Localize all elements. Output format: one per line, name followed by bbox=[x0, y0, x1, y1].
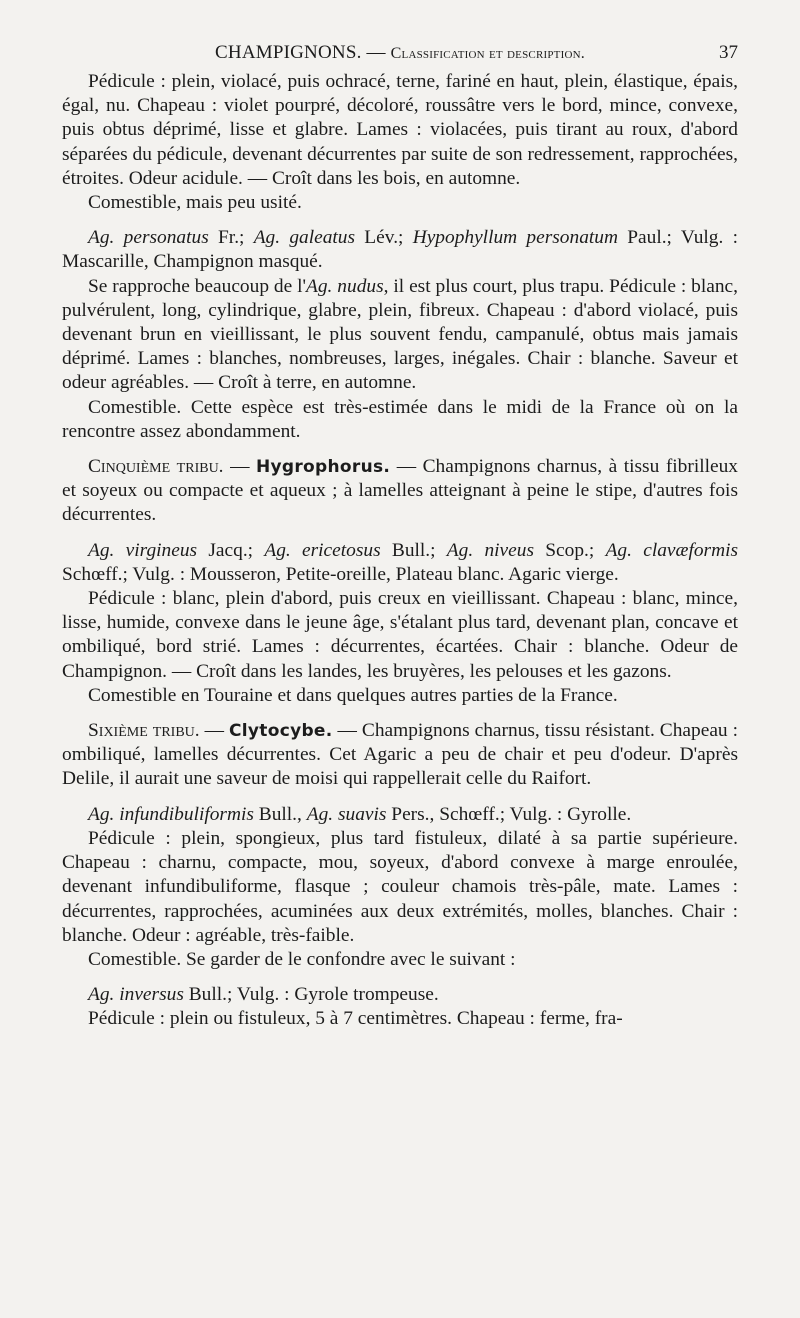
text-run: Bull.; Vulg. : Gyrole trompeuse. bbox=[183, 984, 439, 1006]
paragraph bbox=[62, 803, 738, 827]
species-name: Ag. virgineus bbox=[88, 539, 198, 561]
paragraph bbox=[62, 191, 738, 215]
text-run: — Champignons charnus, tissu résistant. Chapeau : ombiliqué, lamelles décurrentes. Cet Agaric a peu de chair et peu d'odeur. D'après Delile, il aurait une saveur de moisi qui rappellerait celle du Raifort. bbox=[62, 720, 739, 790]
text-run: Jacq.; bbox=[197, 539, 265, 561]
text-run: Pers., Schœff.; Vulg. : Gyrolle. bbox=[386, 803, 632, 825]
text-run: , il est plus court, plus trapu. Pédicule : blanc, pulvérulent, long, cylindrique, glabre, plein, fibreux. Chapeau : d'abord violacé, puis devenant brun en vieillissant, le plus souvent fendu, campanulé, obtus mais jamais déprimé. Lames : blanches, nombreuses, larges, inégales. Chair : blanche. Saveur et odeur agréables. — Croît à terre, en automne. bbox=[62, 275, 738, 394]
text-run: Pédicule : plein, spongieux, plus tard fistuleux, dilaté à sa partie supérieure. Chapeau : charnu, compacte, mou, soyeux, d'abord convexe à marge enroulée, devenant infundibuliforme, flasque ; couleur chamois très-pâle, mate. Lames : décurrentes, rapprochées, acuminées aux deux extrémités, molles, blanches. Chair : blanche. Odeur : agréable, très-faible. bbox=[62, 827, 738, 946]
text-run: Scop.; bbox=[534, 539, 606, 561]
text-run: Fr.; bbox=[208, 227, 254, 249]
paragraph bbox=[62, 275, 738, 396]
header-title-main: CHAMPIGNONS. bbox=[215, 42, 362, 63]
paragraph bbox=[62, 983, 738, 1007]
text-run: Paul.; Vulg. : Mascarille, Champignon masqué. bbox=[62, 227, 738, 273]
tribe-label: Cinquième tribu. bbox=[88, 456, 224, 478]
species-name: Ag. suavis bbox=[306, 803, 387, 825]
text-run: Comestible, mais peu usité. bbox=[88, 192, 302, 214]
text-run: Pédicule : blanc, plein d'abord, puis creux en vieillissant. Chapeau : blanc, mince, lisse, humide, convexe dans le jeune âge, s'étalant plus tard, devenant plan, concave et ombiliqué, bord strié. Lames : décurrentes, écartées. Chair : blanche. Odeur de Champignon. — Croît dans les landes, les bruyères, les pelouses et les gazons. bbox=[62, 588, 738, 682]
species-name: Ag. clavæformis bbox=[605, 539, 739, 561]
header-title-separator: — bbox=[361, 42, 391, 63]
text-run: Pédicule : plein ou fistuleux, 5 à 7 centimètres. Chapeau : ferme, fra- bbox=[88, 1008, 623, 1030]
paragraph bbox=[62, 827, 738, 948]
text-run: — Champignons charnus, à tissu fibrilleux et soyeux ou compacte et aqueux ; à lamelles atteignant à peine le stipe, d'autres fois décurrentes. bbox=[62, 456, 738, 526]
genus-name: Hygrophorus. bbox=[256, 457, 391, 478]
species-name: Ag. niveus bbox=[446, 539, 534, 561]
running-header bbox=[62, 36, 738, 70]
paragraph bbox=[62, 70, 738, 191]
species-name: Ag. nudus bbox=[306, 275, 384, 297]
genus-name: Clytocybe. bbox=[229, 721, 333, 742]
header-title-sub: Classification et description. bbox=[390, 45, 585, 62]
text-run: Pédicule : plein, violacé, puis ochracé, terne, fariné en haut, plein, élastique, épais, égal, nu. Chapeau : violet pourpré, décoloré, roussâtre vers le bord, mince, convexe, puis obtus déprimé, lisse et glabre. Lames : violacées, puis tirant au roux, d'abord séparées du pédicule, devenant décurrentes par suite de son redressement, rapprochées, étroites. Odeur acidule. — Croît dans les bois, en automne. bbox=[62, 71, 738, 189]
page-number: 37 bbox=[719, 42, 738, 63]
paragraph bbox=[62, 719, 738, 792]
running-title bbox=[62, 36, 738, 71]
text-run: Comestible en Touraine et dans quelques autres parties de la France. bbox=[88, 684, 618, 706]
text-run: Bull., bbox=[253, 803, 307, 825]
paragraph bbox=[62, 587, 738, 684]
paragraph bbox=[62, 455, 738, 528]
species-name: Ag. galeatus bbox=[253, 227, 356, 249]
species-name: Ag. infundibuliformis bbox=[88, 803, 254, 825]
paragraph bbox=[62, 396, 738, 444]
paragraph bbox=[62, 539, 738, 587]
text-run: Schœff.; Vulg. : Mousseron, Petite-oreille, Plateau blanc. Agaric vierge. bbox=[62, 563, 619, 585]
text-run: — bbox=[223, 456, 256, 478]
paragraph bbox=[62, 684, 738, 708]
text-run: Comestible. Cette espèce est très-estimée dans le midi de la France où on la rencontre assez abondamment. bbox=[62, 396, 738, 442]
species-name: Hypophyllum personatum bbox=[412, 227, 618, 249]
species-name: Ag. ericetosus bbox=[264, 539, 381, 561]
text-run: Bull.; bbox=[380, 539, 447, 561]
text-run: — bbox=[199, 720, 230, 742]
species-name: Ag. inversus bbox=[88, 984, 184, 1006]
text-run: Lév.; bbox=[355, 227, 413, 249]
paragraph bbox=[62, 1007, 738, 1031]
text-run: Comestible. Se garder de le confondre avec le suivant : bbox=[88, 948, 516, 970]
body-text bbox=[62, 70, 738, 1032]
tribe-label: Sixième tribu. bbox=[88, 720, 200, 742]
text-run: Se rapproche beaucoup de l' bbox=[88, 275, 307, 297]
species-name: Ag. personatus bbox=[88, 227, 209, 249]
paragraph bbox=[62, 226, 738, 274]
paragraph bbox=[62, 948, 738, 972]
